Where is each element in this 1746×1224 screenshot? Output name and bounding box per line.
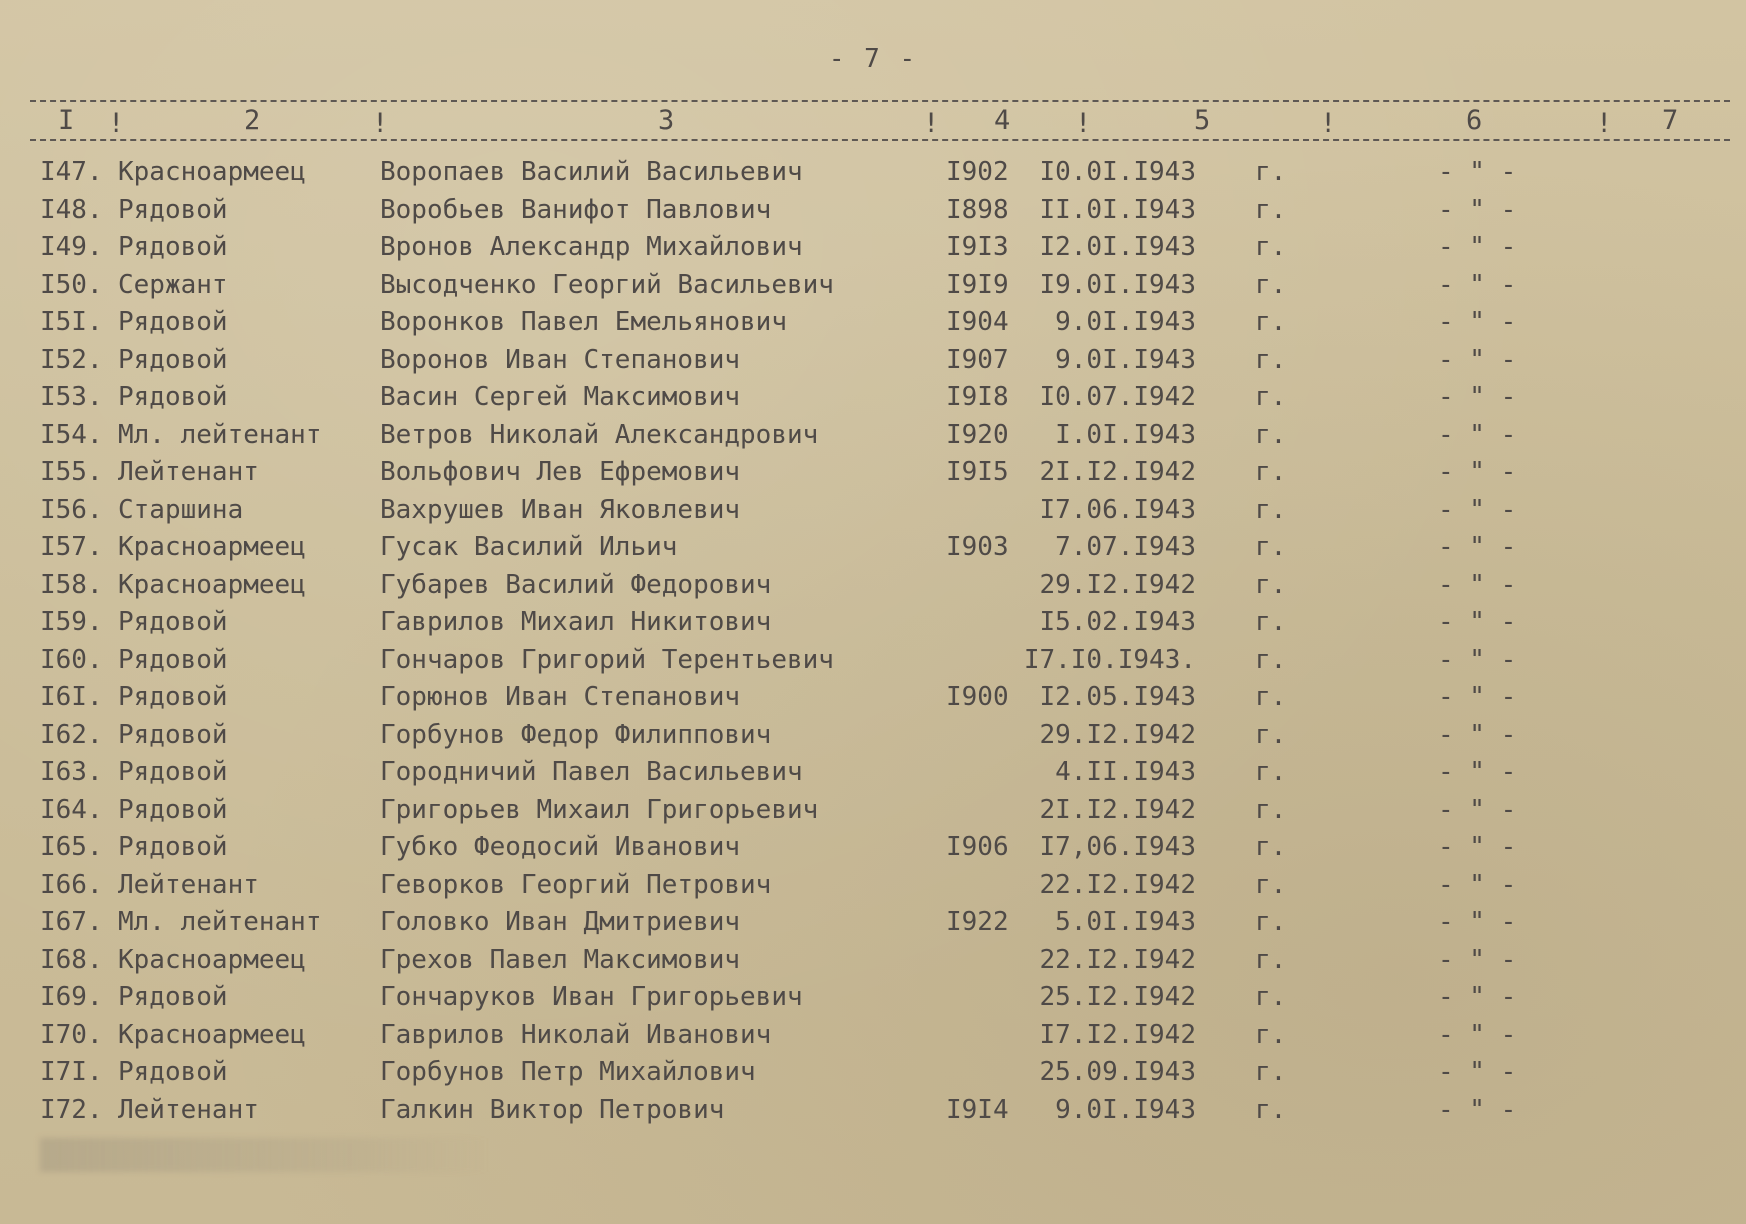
record-rank: Рядовой xyxy=(118,607,228,637)
record-date-suffix: г. xyxy=(1255,157,1287,187)
record-ditto: - " - xyxy=(1438,382,1517,412)
record-number: I5I. xyxy=(40,307,103,337)
record-date-suffix: г. xyxy=(1255,757,1287,787)
record-birth-year: I898 xyxy=(946,194,1009,225)
record-rank: Старшина xyxy=(118,494,244,525)
record-number: I72. xyxy=(40,1094,103,1125)
record-name: Высодченко Георгий Васильевич xyxy=(380,269,834,300)
record-birth-year: I9I5 xyxy=(946,457,1009,487)
record-date: 9.0I.I943 xyxy=(1055,1094,1196,1125)
record-number: I64. xyxy=(40,794,103,825)
record-date-suffix: г. xyxy=(1255,194,1287,225)
record-number: I53. xyxy=(40,382,103,412)
record-date: I7.I2.I942 xyxy=(1039,1019,1196,1050)
table-row xyxy=(0,529,1746,566)
record-date-suffix: г. xyxy=(1255,982,1287,1012)
record-ditto: - " - xyxy=(1438,569,1517,600)
record-date: 25.I2.I942 xyxy=(1039,982,1196,1012)
record-number: I50. xyxy=(40,269,103,300)
record-number: I63. xyxy=(40,757,103,787)
column-separator: ! xyxy=(108,108,125,139)
record-name: Воронков Павел Емельянович xyxy=(380,307,787,337)
record-name: Гончаруков Иван Григорьевич xyxy=(380,982,803,1012)
record-date-suffix: г. xyxy=(1255,269,1287,300)
record-birth-year: I922 xyxy=(946,907,1009,937)
record-ditto: - " - xyxy=(1438,757,1517,787)
record-name: Воробьев Ванифот Павлович xyxy=(380,194,772,225)
record-date-suffix: г. xyxy=(1255,494,1287,525)
column-header-3: 3 xyxy=(658,105,675,136)
record-date: 2I.I2.I942 xyxy=(1039,794,1196,825)
record-number: I65. xyxy=(40,832,103,862)
record-name: Городничий Павел Васильевич xyxy=(380,757,803,787)
header-rule-top xyxy=(30,100,1730,102)
record-date-suffix: г. xyxy=(1255,232,1287,262)
record-number: I67. xyxy=(40,907,103,937)
record-date: 9.0I.I943 xyxy=(1055,307,1196,337)
record-birth-year: I903 xyxy=(946,532,1009,562)
record-name: Гаврилов Николай Иванович xyxy=(380,1019,772,1050)
record-date: 22.I2.I942 xyxy=(1039,944,1196,975)
record-rank: Рядовой xyxy=(118,719,228,750)
record-number: I56. xyxy=(40,494,103,525)
page-number: - 7 - xyxy=(828,44,918,74)
record-number: I55. xyxy=(40,457,103,487)
record-ditto: - " - xyxy=(1438,532,1517,562)
record-date: 29.I2.I942 xyxy=(1039,569,1196,600)
record-rank: Рядовой xyxy=(118,344,228,375)
record-rank: Рядовой xyxy=(118,682,228,712)
record-name: Васин Сергей Максимович xyxy=(380,382,741,412)
record-birth-year: I920 xyxy=(946,419,1009,450)
column-separator: ! xyxy=(1075,108,1092,139)
record-name: Гаврилов Михаил Никитович xyxy=(380,607,772,637)
record-ditto: - " - xyxy=(1438,494,1517,525)
record-ditto: - " - xyxy=(1438,269,1517,300)
table-row xyxy=(0,492,1746,529)
column-separator: ! xyxy=(372,108,389,139)
record-name: Вахрушев Иван Яковлевич xyxy=(380,494,741,525)
record-date-suffix: г. xyxy=(1255,832,1287,862)
column-separator: ! xyxy=(1320,108,1337,139)
column-header-1: I xyxy=(58,105,75,136)
record-date: I0.07.I942 xyxy=(1039,382,1196,412)
record-ditto: - " - xyxy=(1438,1094,1517,1125)
record-ditto: - " - xyxy=(1438,194,1517,225)
record-ditto: - " - xyxy=(1438,869,1517,900)
record-name: Григорьев Михаил Григорьевич xyxy=(380,794,819,825)
record-number: I57. xyxy=(40,532,103,562)
record-rank: Лейтенант xyxy=(118,1094,259,1125)
record-date: 4.II.I943 xyxy=(1055,757,1196,787)
record-birth-year: I9I8 xyxy=(946,382,1009,412)
record-date-suffix: г. xyxy=(1255,307,1287,337)
record-rank: Сержант xyxy=(118,269,228,300)
record-date: I5.02.I943 xyxy=(1039,607,1196,637)
record-ditto: - " - xyxy=(1438,232,1517,262)
record-date: I.0I.I943 xyxy=(1055,419,1196,450)
table-row xyxy=(0,754,1746,791)
record-rank: Рядовой xyxy=(118,644,228,675)
record-date: 5.0I.I943 xyxy=(1055,907,1196,937)
table-row xyxy=(0,267,1746,304)
table-row xyxy=(0,604,1746,641)
record-date: I9.0I.I943 xyxy=(1039,269,1196,300)
record-date-suffix: г. xyxy=(1255,382,1287,412)
record-date: I7,06.I943 xyxy=(1039,832,1196,862)
record-rank: Красноармеец xyxy=(118,1019,306,1050)
record-rank: Рядовой xyxy=(118,794,228,825)
record-name: Горбунов Петр Михайлович xyxy=(380,1057,756,1087)
table-row xyxy=(0,867,1746,904)
record-ditto: - " - xyxy=(1438,1057,1517,1087)
record-name: Головко Иван Дмитриевич xyxy=(380,907,741,937)
table-row xyxy=(0,229,1746,266)
record-date: I2.05.I943 xyxy=(1039,682,1196,712)
record-rank: Рядовой xyxy=(118,757,228,787)
record-date-suffix: г. xyxy=(1255,607,1287,637)
record-birth-year: I904 xyxy=(946,307,1009,337)
record-name: Губарев Василий Федорович xyxy=(380,569,772,600)
column-header-6: 6 xyxy=(1466,105,1483,136)
column-header-5: 5 xyxy=(1194,105,1211,136)
table-row xyxy=(0,942,1746,979)
record-number: I49. xyxy=(40,232,103,262)
record-date: 22.I2.I942 xyxy=(1039,869,1196,900)
record-rank: Красноармеец xyxy=(118,944,306,975)
column-separator: ! xyxy=(923,108,940,139)
record-rank: Лейтенант xyxy=(118,457,259,487)
column-header-2: 2 xyxy=(244,105,261,136)
record-number: I70. xyxy=(40,1019,103,1050)
record-number: I58. xyxy=(40,569,103,600)
record-number: I69. xyxy=(40,982,103,1012)
table-row xyxy=(0,342,1746,379)
table-row xyxy=(0,192,1746,229)
header-rule-bottom xyxy=(30,139,1730,141)
record-name: Вронов Александр Михайлович xyxy=(380,232,803,262)
record-name: Гончаров Григорий Терентьевич xyxy=(380,644,834,675)
record-ditto: - " - xyxy=(1438,644,1517,675)
table-row xyxy=(0,304,1746,341)
record-number: I60. xyxy=(40,644,103,675)
record-ditto: - " - xyxy=(1438,607,1517,637)
table-row xyxy=(0,379,1746,416)
record-rank: Лейтенант xyxy=(118,869,259,900)
table-row xyxy=(0,979,1746,1016)
table-row xyxy=(0,679,1746,716)
record-rank: Рядовой xyxy=(118,194,228,225)
record-birth-year: I9I3 xyxy=(946,232,1009,262)
record-date: I7.I0.I943. xyxy=(1023,644,1196,675)
record-ditto: - " - xyxy=(1438,794,1517,825)
record-number: I68. xyxy=(40,944,103,975)
record-rank: Рядовой xyxy=(118,982,228,1012)
record-ditto: - " - xyxy=(1438,907,1517,937)
record-ditto: - " - xyxy=(1438,419,1517,450)
record-date-suffix: г. xyxy=(1255,532,1287,562)
record-date-suffix: г. xyxy=(1255,1019,1287,1050)
record-birth-year: I902 xyxy=(946,157,1009,187)
table-row xyxy=(0,1017,1746,1054)
column-separator: ! xyxy=(1596,108,1613,139)
record-birth-year: I900 xyxy=(946,682,1009,712)
table-row xyxy=(0,154,1746,191)
record-date: 29.I2.I942 xyxy=(1039,719,1196,750)
record-name: Грехов Павел Максимович xyxy=(380,944,741,975)
table-row xyxy=(0,642,1746,679)
record-birth-year: I906 xyxy=(946,832,1009,862)
record-date: I0.0I.I943 xyxy=(1039,157,1196,187)
record-birth-year: I9I4 xyxy=(946,1094,1009,1125)
record-number: I54. xyxy=(40,419,103,450)
record-name: Горюнов Иван Степанович xyxy=(380,682,741,712)
column-header-7: 7 xyxy=(1662,105,1679,136)
record-ditto: - " - xyxy=(1438,307,1517,337)
record-rank: Рядовой xyxy=(118,232,228,262)
record-rank: Красноармеец xyxy=(118,157,306,187)
table-row xyxy=(0,829,1746,866)
record-date-suffix: г. xyxy=(1255,644,1287,675)
record-rank: Рядовой xyxy=(118,307,228,337)
record-ditto: - " - xyxy=(1438,1019,1517,1050)
record-ditto: - " - xyxy=(1438,944,1517,975)
record-rank: Мл. лейтенант xyxy=(118,419,322,450)
record-date-suffix: г. xyxy=(1255,719,1287,750)
record-name: Геворков Георгий Петрович xyxy=(380,869,772,900)
record-number: I47. xyxy=(40,157,103,187)
record-date-suffix: г. xyxy=(1255,794,1287,825)
record-birth-year: I9I9 xyxy=(946,269,1009,300)
record-date: I2.0I.I943 xyxy=(1039,232,1196,262)
record-date-suffix: г. xyxy=(1255,569,1287,600)
record-date-suffix: г. xyxy=(1255,419,1287,450)
record-rank: Рядовой xyxy=(118,382,228,412)
record-ditto: - " - xyxy=(1438,157,1517,187)
record-name: Губко Феодосий Иванович xyxy=(380,832,741,862)
record-date: II.0I.I943 xyxy=(1039,194,1196,225)
record-number: I52. xyxy=(40,344,103,375)
record-name: Гусак Василий Ильич xyxy=(380,532,678,562)
record-rank: Мл. лейтенант xyxy=(118,907,322,937)
record-date: 2I.I2.I942 xyxy=(1039,457,1196,487)
record-ditto: - " - xyxy=(1438,982,1517,1012)
record-name: Галкин Виктор Петрович xyxy=(380,1094,725,1125)
table-row xyxy=(0,792,1746,829)
record-date-suffix: г. xyxy=(1255,1094,1287,1125)
record-date-suffix: г. xyxy=(1255,944,1287,975)
record-date: 7.07.I943 xyxy=(1055,532,1196,562)
record-rank: Рядовой xyxy=(118,832,228,862)
record-date-suffix: г. xyxy=(1255,869,1287,900)
table-row xyxy=(0,1054,1746,1091)
table-row xyxy=(0,567,1746,604)
record-date-suffix: г. xyxy=(1255,682,1287,712)
record-name: Ветров Николай Александрович xyxy=(380,419,819,450)
record-birth-year: I907 xyxy=(946,344,1009,375)
record-number: I66. xyxy=(40,869,103,900)
record-number: I7I. xyxy=(40,1057,103,1087)
record-number: I62. xyxy=(40,719,103,750)
record-rank: Рядовой xyxy=(118,1057,228,1087)
record-ditto: - " - xyxy=(1438,719,1517,750)
record-date: 25.09.I943 xyxy=(1039,1057,1196,1087)
record-date-suffix: г. xyxy=(1255,1057,1287,1087)
faded-smudge xyxy=(40,1138,490,1172)
table-row xyxy=(0,1092,1746,1129)
record-rank: Красноармеец xyxy=(118,532,306,562)
table-row xyxy=(0,417,1746,454)
record-date: 9.0I.I943 xyxy=(1055,344,1196,375)
record-date-suffix: г. xyxy=(1255,907,1287,937)
record-name: Горбунов Федор Филиппович xyxy=(380,719,772,750)
table-row xyxy=(0,717,1746,754)
record-number: I59. xyxy=(40,607,103,637)
table-row xyxy=(0,454,1746,491)
column-header-4: 4 xyxy=(994,105,1011,136)
record-date-suffix: г. xyxy=(1255,344,1287,375)
record-date: I7.06.I943 xyxy=(1039,494,1196,525)
record-number: I48. xyxy=(40,194,103,225)
table-row xyxy=(0,904,1746,941)
record-date-suffix: г. xyxy=(1255,457,1287,487)
record-ditto: - " - xyxy=(1438,457,1517,487)
record-ditto: - " - xyxy=(1438,832,1517,862)
record-ditto: - " - xyxy=(1438,344,1517,375)
record-rank: Красноармеец xyxy=(118,569,306,600)
record-name: Воропаев Василий Васильевич xyxy=(380,157,803,187)
record-name: Воронов Иван Степанович xyxy=(380,344,741,375)
record-ditto: - " - xyxy=(1438,682,1517,712)
record-name: Вольфович Лев Ефремович xyxy=(380,457,741,487)
record-number: I6I. xyxy=(40,682,103,712)
